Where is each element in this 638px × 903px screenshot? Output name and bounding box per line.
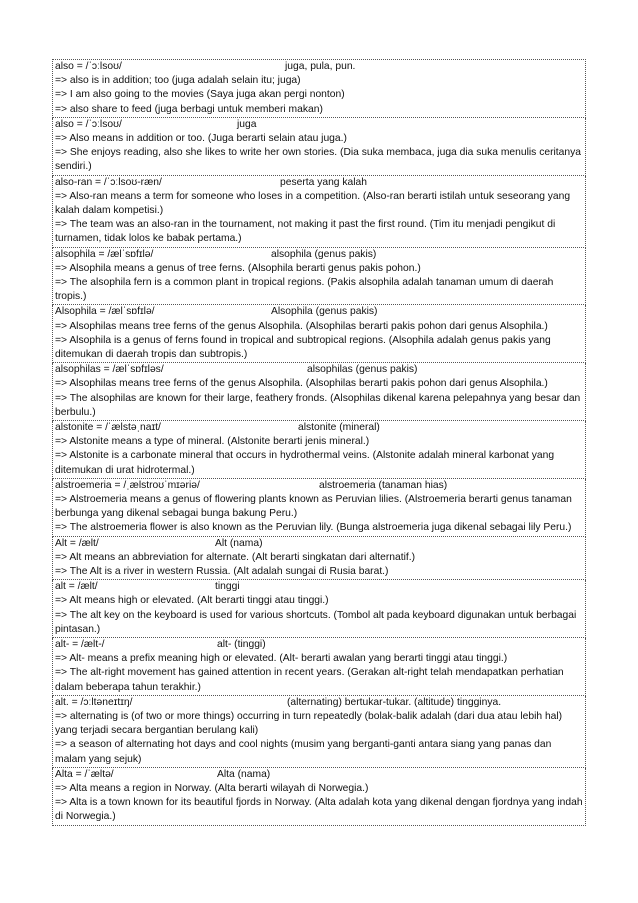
dictionary-entry (52, 768, 586, 826)
entry-term: alt- = /ælt-/ (55, 638, 105, 650)
entry-example-line: => Alstroemeria means a genus of flowering plants known as Peruvian lilies. (Alstroemeria berarti genus tanaman berbunga yang dikenal sebagai bunga bakung Peru.) (55, 493, 572, 520)
entry-example-line: => Alta is a town known for its beautiful fjords in Norway. (Alta adalah kota yang dikenal dengan fjordnya yang indah di Norwegia.) (55, 797, 583, 823)
dictionary-entry (52, 118, 586, 176)
dictionary-entry (52, 580, 586, 638)
entry-example-line: => Alsophilas means tree ferns of the genus Alsophila. (Alsophilas berarti pakis pohon dari genus Alsophila.) (55, 378, 548, 390)
dictionary-entry (52, 305, 586, 363)
dictionary-entry (52, 638, 586, 696)
entry-term: alsophila = /ælˈsɒfɪlə/ (55, 248, 154, 260)
entry-headword-line (55, 768, 583, 782)
entry-translation: Alsophila (genus pakis) (271, 306, 378, 318)
entry-headword-line (55, 118, 583, 132)
entry-term: also-ran = /ˈɔːlsoʊ-ræn/ (55, 176, 162, 188)
entry-example-line: => The alsophilas are known for their large, feathery fronds. (Alsophilas dikenal karena pelepahnya yang besar dan berbulu.) (55, 392, 581, 418)
entry-example-line: => Alstonite is a carbonate mineral that occurs in hydrothermal veins. (Alstonite adalah mineral karbonat yang ditemukan di urat hidrotermal.) (55, 450, 555, 476)
entry-headword-line (55, 537, 583, 551)
entry-term: alstonite = /ˈælstəˌnaɪt/ (55, 421, 161, 433)
entry-translation: alt- (tinggi) (217, 638, 266, 650)
entry-example-line: => She enjoys reading, also she likes to write her own stories. (Dia suka membaca, juga dia suka menulis ceritanya sendiri.) (55, 147, 581, 173)
dictionary-entry (52, 537, 586, 581)
dictionary-document (52, 59, 586, 826)
entry-example-line: => Alta means a region in Norway. (Alta berarti wilayah di Norwegia.) (55, 782, 369, 794)
entry-headword-line (55, 421, 583, 435)
entry-translation: (alternating) bertukar-tukar. (altitude) tingginya. (287, 696, 502, 708)
entry-example-line: => The alstroemeria flower is also known as the Peruvian lily. (Bunga alstroemeria juga dikenal sebagai lily Peru.) (55, 522, 572, 534)
entry-headword-line (55, 580, 583, 594)
entry-example-line: => also share to feed (juga berbagi untuk memberi makan) (55, 103, 323, 115)
entry-term: alstroemeria = /ˌælstroʊˈmɪəriə/ (55, 479, 200, 491)
entry-headword-line (55, 696, 583, 710)
entry-example-line: => The team was an also-ran in the tournament, not making it past the first round. (Tim itu menjadi pengikut di turnamen, tidak lolos ke babak pertama.) (55, 219, 556, 245)
entry-term: alsophilas = /ælˈsɒfɪləs/ (55, 364, 164, 376)
entry-example-line: => a season of alternating hot days and cool nights (musim yang berganti-ganti antara siang yang panas dan malam yang sejuk) (55, 739, 552, 765)
entry-headword-line (55, 305, 583, 319)
entry-example-line: => alternating is (of two or more things) occurring in turn repeatedly (bolak-balik adalah (dari dua atau lebih hal) yang terjadi secara bergantian berulang kali) (55, 710, 563, 737)
entry-example-line: => Alt means an abbreviation for alternate. (Alt berarti singkatan dari alternatif.) (55, 551, 416, 563)
dictionary-entry (52, 696, 586, 768)
entry-translation: juga (237, 118, 257, 130)
entry-term: also = /ˈɔːlsoʊ/ (55, 118, 122, 130)
dictionary-entry (52, 363, 586, 421)
entry-term: Alt = /ælt/ (55, 537, 99, 549)
entry-example-line: => The Alt is a river in western Russia. (Alt adalah sungai di Rusia barat.) (55, 565, 389, 577)
entry-translation: Alt (nama) (215, 537, 263, 549)
entry-example-line: => Alt means high or elevated. (Alt berarti tinggi atau tinggi.) (55, 595, 329, 607)
dictionary-entry (52, 59, 586, 118)
entry-translation: alstonite (mineral) (298, 421, 380, 433)
entry-headword-line (55, 176, 583, 190)
entry-example-line: => Alt- means a prefix meaning high or elevated. (Alt- berarti awalan yang berarti tinggi atau tinggi.) (55, 653, 508, 665)
entry-example-line: => also is in addition; too (juga adalah selain itu; juga) (55, 75, 301, 87)
entry-translation: alstroemeria (tanaman hias) (319, 479, 448, 491)
dictionary-entry (52, 479, 586, 537)
entry-term: Alsophila = /ælˈsɒfɪlə/ (55, 306, 155, 318)
entry-headword-line (55, 60, 583, 74)
entry-term: Alta = /ˈæltə/ (55, 768, 114, 780)
entry-translation: juga, pula, pun. (285, 61, 356, 72)
entry-example-line: => Alsophila means a genus of tree ferns. (Alsophila berarti genus pakis pohon.) (55, 262, 421, 274)
entry-translation: Alta (nama) (217, 768, 271, 780)
dictionary-entry (52, 176, 586, 248)
entry-example-line: => The alsophila fern is a common plant in tropical regions. (Pakis alsophila adalah tanaman umum di daerah tropis.) (55, 276, 554, 303)
entry-example-line: => The alt key on the keyboard is used for various shortcuts. (Tombol alt pada keyboard digunakan untuk berbagai pintasan.) (55, 609, 577, 635)
entry-headword-line (55, 479, 583, 493)
entry-translation: alsophilas (genus pakis) (307, 364, 418, 376)
entry-headword-line (55, 248, 583, 262)
entry-example-line: => Alstonite means a type of mineral. (Alstonite berarti jenis mineral.) (55, 436, 370, 448)
entry-translation: peserta yang kalah (280, 176, 368, 188)
entry-example-line: => Also-ran means a term for someone who loses in a competition. (Also-ran berarti istilah untuk seseorang yang kalah dalam kompetisi.) (55, 190, 571, 216)
entry-example-line: => The alt-right movement has gained attention in recent years. (Gerakan alt-right telah mendapatkan perhatian dalam beberapa tahun terakhir.) (55, 667, 564, 693)
entry-example-line: => Alsophilas means tree ferns of the genus Alsophila. (Alsophilas berarti pakis pohon dari genus Alsophila.) (55, 320, 548, 332)
entry-term: also = /ˈɔːlsoʊ/ (55, 61, 122, 72)
entry-headword-line (55, 363, 583, 377)
dictionary-entry (52, 248, 586, 306)
entry-term: alt. = /ɔːltəneɪtɪŋ/ (55, 696, 133, 708)
entry-example-line: => Alsophila is a genus of ferns found in tropical and subtropical regions. (Alsophila adalah genus pakis yang ditemukan di daerah tropis dan subtropis.) (55, 334, 551, 360)
dictionary-entry (52, 421, 586, 479)
entry-term: alt = /ælt/ (55, 581, 98, 593)
entry-example-line: => Also means in addition or too. (Juga berarti selain atau juga.) (55, 132, 347, 144)
entry-translation: tinggi (215, 581, 240, 593)
entry-headword-line (55, 638, 583, 652)
entry-example-line: => I am also going to the movies (Saya juga akan pergi nonton) (55, 89, 345, 101)
entry-translation: alsophila (genus pakis) (271, 248, 377, 260)
